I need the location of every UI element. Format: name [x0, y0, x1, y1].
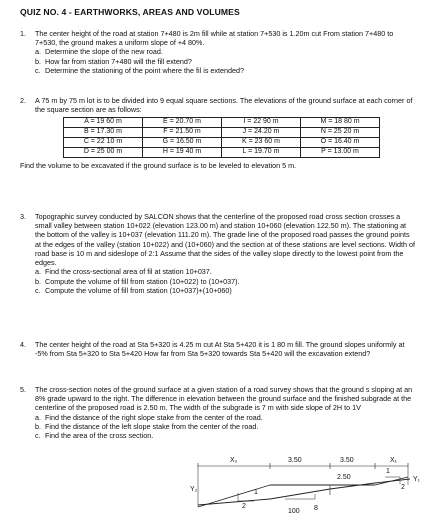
- y1-label: Y₁: [413, 476, 421, 483]
- question-text: A 75 m by 75 m lot is to be divided into 9 equal square sections. The elevations of the ground surface at each corner of the square section are as follows:: [35, 96, 413, 115]
- table-cell: J = 24.20 m: [222, 128, 301, 138]
- sub-question: [35, 277, 415, 286]
- sub-text: Find the distance of the left slope stake from the center of the road.: [45, 421, 259, 431]
- table-cell: C = 22 10 m: [64, 138, 143, 148]
- sub-question: [35, 413, 415, 422]
- x1-label: X₁: [390, 457, 398, 464]
- sub-letter: a.: [35, 47, 41, 57]
- ground-line: [198, 479, 410, 505]
- question-text: The center height of the road at station 7+480 is 2m fill while at station 7+530 is 1.20m cut From station 7+480 to 7+530, the ground makes a uniform slope of +4 80%.: [35, 29, 394, 48]
- sub-text: Determine the slope of the new road.: [45, 47, 163, 57]
- sub-letter: b.: [35, 276, 41, 286]
- question-number: 2.: [20, 96, 26, 105]
- table-row: [64, 138, 380, 148]
- slope-run-label-left: 2: [242, 503, 246, 510]
- sub-text: Compute the volume of fill from station (10+022) to (10+037).: [45, 276, 240, 286]
- question-text: The cross-section notes of the ground surface at a given station of a road survey shows that the ground s sloping at an 8% grade upward to the right. The difference in elevation between the ground surface and the finished subgrade at the centerline of the proposed road is 2.50 m. The width of the subgrade is 7 m with side slope of 2H to 1V: [35, 385, 413, 413]
- sub-text: How far from station 7+480 will the fill extend?: [45, 56, 192, 66]
- grade-triangle: [285, 494, 315, 499]
- table-cell: A = 19 60 m: [64, 118, 143, 128]
- table-row: [64, 128, 380, 138]
- question-number: 1.: [20, 29, 26, 38]
- slope-run-label-right: 2: [401, 484, 405, 491]
- table-cell: L = 19.70 m: [222, 148, 301, 158]
- cross-section-svg: [170, 455, 425, 515]
- half-width-left-label: 3.50: [288, 457, 302, 464]
- question-5: [20, 385, 415, 440]
- cross-section-diagram: [170, 455, 425, 515]
- y2-label: Y₂: [190, 486, 198, 493]
- sub-text: Compute the volume of fill from station (10+037)+(10+060): [45, 285, 232, 295]
- question-text: Topographic survey conducted by SALCON shows that the centerline of the proposed road cross section crosses a small valley between station 10+022 (elevation 123.00 m) and station 10+060 (elevation 122.50 m). The stationing at the bottom of the valley is 10+037 (elevation 111.20 m). The grade line of the proposed road passes the ground points at the edges of the valley (station 10+022) and (10+060) and the section at of these stations are level sections. Width of road base is 10 m and sideslope of 2:1 Assume that the sides of the valley slope directly to the lowest point from the edges.: [35, 212, 415, 268]
- table-cell: N = 25 20 m: [301, 128, 380, 138]
- sub-question: [35, 57, 415, 66]
- x2-label: X₂: [230, 457, 238, 464]
- page-title: QUIZ NO. 4 - EARTHWORKS, AREAS AND VOLUMES: [20, 7, 240, 17]
- table-cell: I = 22 90 m: [222, 118, 301, 128]
- sub-letter: c.: [35, 285, 41, 295]
- grade-rise-label: 8: [314, 505, 318, 512]
- slope-rise-label-right: 1: [386, 468, 390, 475]
- table-row: [64, 148, 380, 158]
- slope-rise-label-left: 1: [254, 489, 258, 496]
- table-cell: E = 20.70 m: [143, 118, 222, 128]
- grade-run-label: 100: [288, 508, 300, 515]
- sub-question: [35, 66, 415, 75]
- table-cell: G = 16.50 m: [143, 138, 222, 148]
- question-number: 5.: [20, 385, 26, 394]
- sub-question: [35, 431, 155, 440]
- table-cell: D = 25 00 m: [64, 148, 143, 158]
- table-cell: O = 16.40 m: [301, 138, 380, 148]
- question-text: The center height of the road at Sta 5+320 is 4.25 m cut At Sta 5+420 it is 1 80 m fill. The ground slopes uniformly at -5% from Sta 5+320 to Sta 5+420 How far from Sta 5+320 towards Sta 5+420 will the excavation extend?: [35, 340, 405, 359]
- question-1: [20, 29, 415, 75]
- table-cell: P = 13.00 m: [301, 148, 380, 158]
- sub-question: [35, 286, 415, 295]
- sub-text: Determine the stationing of the point where the fil is extended?: [45, 65, 244, 75]
- sub-letter: a.: [35, 267, 41, 277]
- question-instruction: Find the volume to be excavated if the ground surface is to be leveled to elevation 5 m.: [20, 161, 297, 171]
- sub-text: Find the area of the cross section.: [45, 431, 154, 441]
- table-cell: H = 19 40 m: [143, 148, 222, 158]
- center-height-label: 2.50: [337, 474, 351, 481]
- sub-letter: b.: [35, 56, 41, 66]
- elevation-table: [63, 117, 380, 158]
- table-row: [64, 118, 380, 128]
- question-number: 3.: [20, 212, 26, 221]
- sub-question: [35, 47, 415, 56]
- sub-letter: b.: [35, 421, 41, 431]
- question-2: [20, 96, 415, 171]
- table-cell: B = 17.30 m: [64, 128, 143, 138]
- table-cell: F = 21.50 m: [143, 128, 222, 138]
- sub-letter: c.: [35, 65, 41, 75]
- sub-letter: a.: [35, 412, 41, 422]
- question-number: 4.: [20, 340, 26, 349]
- question-3: [20, 212, 415, 295]
- sub-letter: c.: [35, 431, 41, 441]
- question-4: [20, 340, 415, 358]
- table-cell: M = 18 80 m: [301, 118, 380, 128]
- sub-question: [35, 422, 415, 431]
- left-side-slope: [198, 485, 270, 507]
- sub-text: Find the cross-sectional area of fil at station 10+037.: [45, 267, 212, 277]
- sub-text: Find the distance of the right slope stake from the center of the road.: [45, 412, 263, 422]
- half-width-right-label: 3.50: [340, 457, 354, 464]
- sub-question: [35, 267, 415, 276]
- table-cell: K = 23 60 m: [222, 138, 301, 148]
